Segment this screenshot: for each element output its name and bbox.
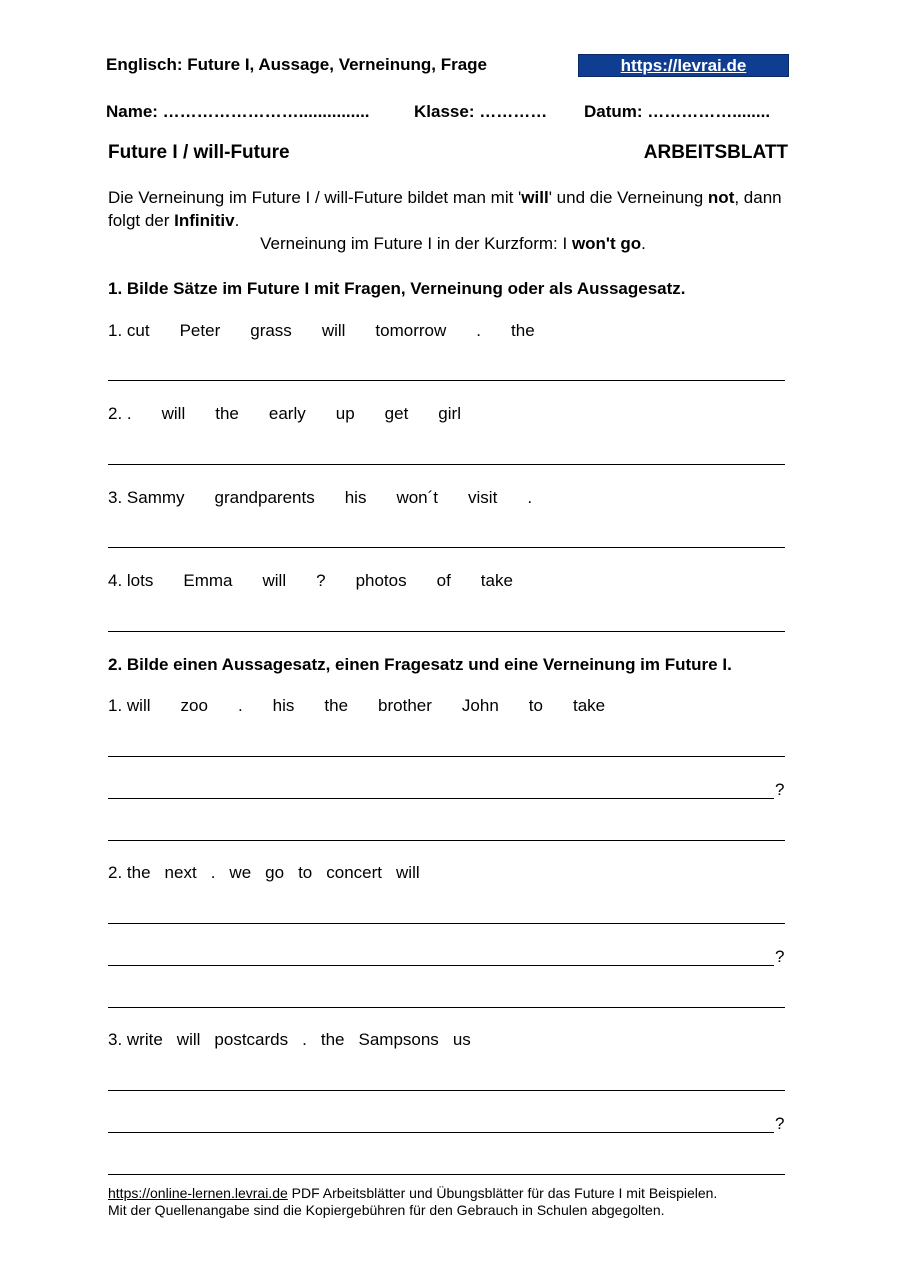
word: will (262, 571, 287, 590)
answer-line[interactable] (108, 464, 785, 465)
word: . (302, 1030, 307, 1049)
answer-line[interactable] (108, 547, 785, 548)
answer-line[interactable] (108, 631, 785, 632)
answer-line-negation[interactable] (108, 1174, 785, 1175)
footer-link[interactable]: https://online-lernen.levrai.de (108, 1185, 288, 1201)
word: of (436, 571, 451, 590)
footer-text-2: Mit der Quellenangabe sind die Kopiergebühren für den Gebrauch in Schulen abgegolten. (108, 1202, 665, 1218)
task1-item-2 (108, 404, 491, 424)
word: 3. write (108, 1030, 163, 1049)
word: to (528, 696, 543, 715)
question-mark: ? (775, 780, 785, 799)
word: zoo (180, 696, 208, 715)
levrai-link-box[interactable] (578, 54, 789, 77)
footer-text-1: PDF Arbeitsblätter und Übungsblätter für das Future I mit Beispielen. (287, 1185, 718, 1201)
question-mark: ? (775, 947, 785, 966)
task2-item-3 (108, 1030, 485, 1050)
answer-line-negation[interactable] (108, 840, 785, 841)
answer-line-question[interactable] (108, 965, 774, 966)
word: John (461, 696, 499, 715)
word: ? (316, 571, 326, 590)
word: 1. will (108, 696, 151, 715)
word: we (229, 863, 252, 882)
word: will (161, 404, 186, 423)
word: early (268, 404, 306, 423)
question-mark: ? (775, 1114, 785, 1133)
word: visit (468, 488, 498, 507)
word: go (265, 863, 285, 882)
word: take (572, 696, 606, 715)
word: us (452, 1030, 471, 1049)
intro-text: Die Verneinung im Future I / will-Future bildet man mit 'will' und die Verneinung not, dann folgt der Infinitiv. (108, 188, 782, 230)
word: girl (438, 404, 461, 423)
word: the (320, 1030, 345, 1049)
word: to (298, 863, 313, 882)
word: 2. the (108, 863, 151, 882)
word: tomorrow (375, 321, 447, 340)
word: get (384, 404, 409, 423)
word: grass (250, 321, 292, 340)
word: photos (355, 571, 407, 590)
task1-item-4 (108, 571, 543, 591)
task1-item-3 (108, 488, 562, 508)
word: 4. lots (108, 571, 154, 590)
word: grandparents (214, 488, 315, 507)
task1-heading: 1. Bilde Sätze im Future I mit Fragen, Verneinung oder als Aussagesatz. (108, 279, 686, 298)
answer-line-question[interactable] (108, 798, 774, 799)
word: 3. Sammy (108, 488, 185, 507)
name-field: Name: ……………………............... (106, 102, 370, 121)
answer-line-negation[interactable] (108, 1007, 785, 1008)
task1-item-1 (108, 321, 565, 341)
word: will (321, 321, 346, 340)
word: the (324, 696, 349, 715)
footer (108, 1185, 808, 1219)
answer-line-statement[interactable] (108, 1090, 785, 1091)
sheet-label: ARBEITSBLATT (643, 142, 788, 163)
word: postcards (214, 1030, 289, 1049)
word: won´t (396, 488, 439, 507)
intro-short-form: Verneinung im Future I in der Kurzform: I won't go. (260, 234, 646, 253)
task2-item-1 (108, 696, 635, 716)
word: . (527, 488, 533, 507)
word: . (210, 863, 216, 882)
answer-line-statement[interactable] (108, 923, 785, 924)
word: 2. . (108, 404, 132, 423)
answer-line-question[interactable] (108, 1132, 774, 1133)
word: . (476, 321, 482, 340)
word: Sampsons (358, 1030, 439, 1049)
word: will (396, 863, 420, 882)
header-title: Englisch: Future I, Aussage, Verneinung, Frage (106, 55, 487, 74)
word: will (176, 1030, 201, 1049)
word: the (215, 404, 239, 423)
word: his (272, 696, 295, 715)
datum-field: Datum: ……………........ (584, 102, 771, 121)
word: concert (326, 863, 383, 882)
klasse-field: Klasse: ………… (414, 102, 548, 121)
answer-line[interactable] (108, 380, 785, 381)
word: his (344, 488, 367, 507)
word: Peter (179, 321, 221, 340)
word: 1. cut (108, 321, 150, 340)
levrai-link[interactable]: https://levrai.de (620, 55, 747, 75)
page-title: Future I / will-Future (108, 142, 290, 163)
word: . (237, 696, 243, 715)
word: brother (378, 696, 432, 715)
task2-heading: 2. Bilde einen Aussagesatz, einen Fragesatz und eine Verneinung im Future I. (108, 655, 732, 674)
word: up (335, 404, 355, 423)
task2-item-2 (108, 863, 434, 883)
word: next (164, 863, 197, 882)
word: Emma (183, 571, 233, 590)
word: take (480, 571, 513, 590)
word: the (511, 321, 535, 340)
answer-line-statement[interactable] (108, 756, 785, 757)
